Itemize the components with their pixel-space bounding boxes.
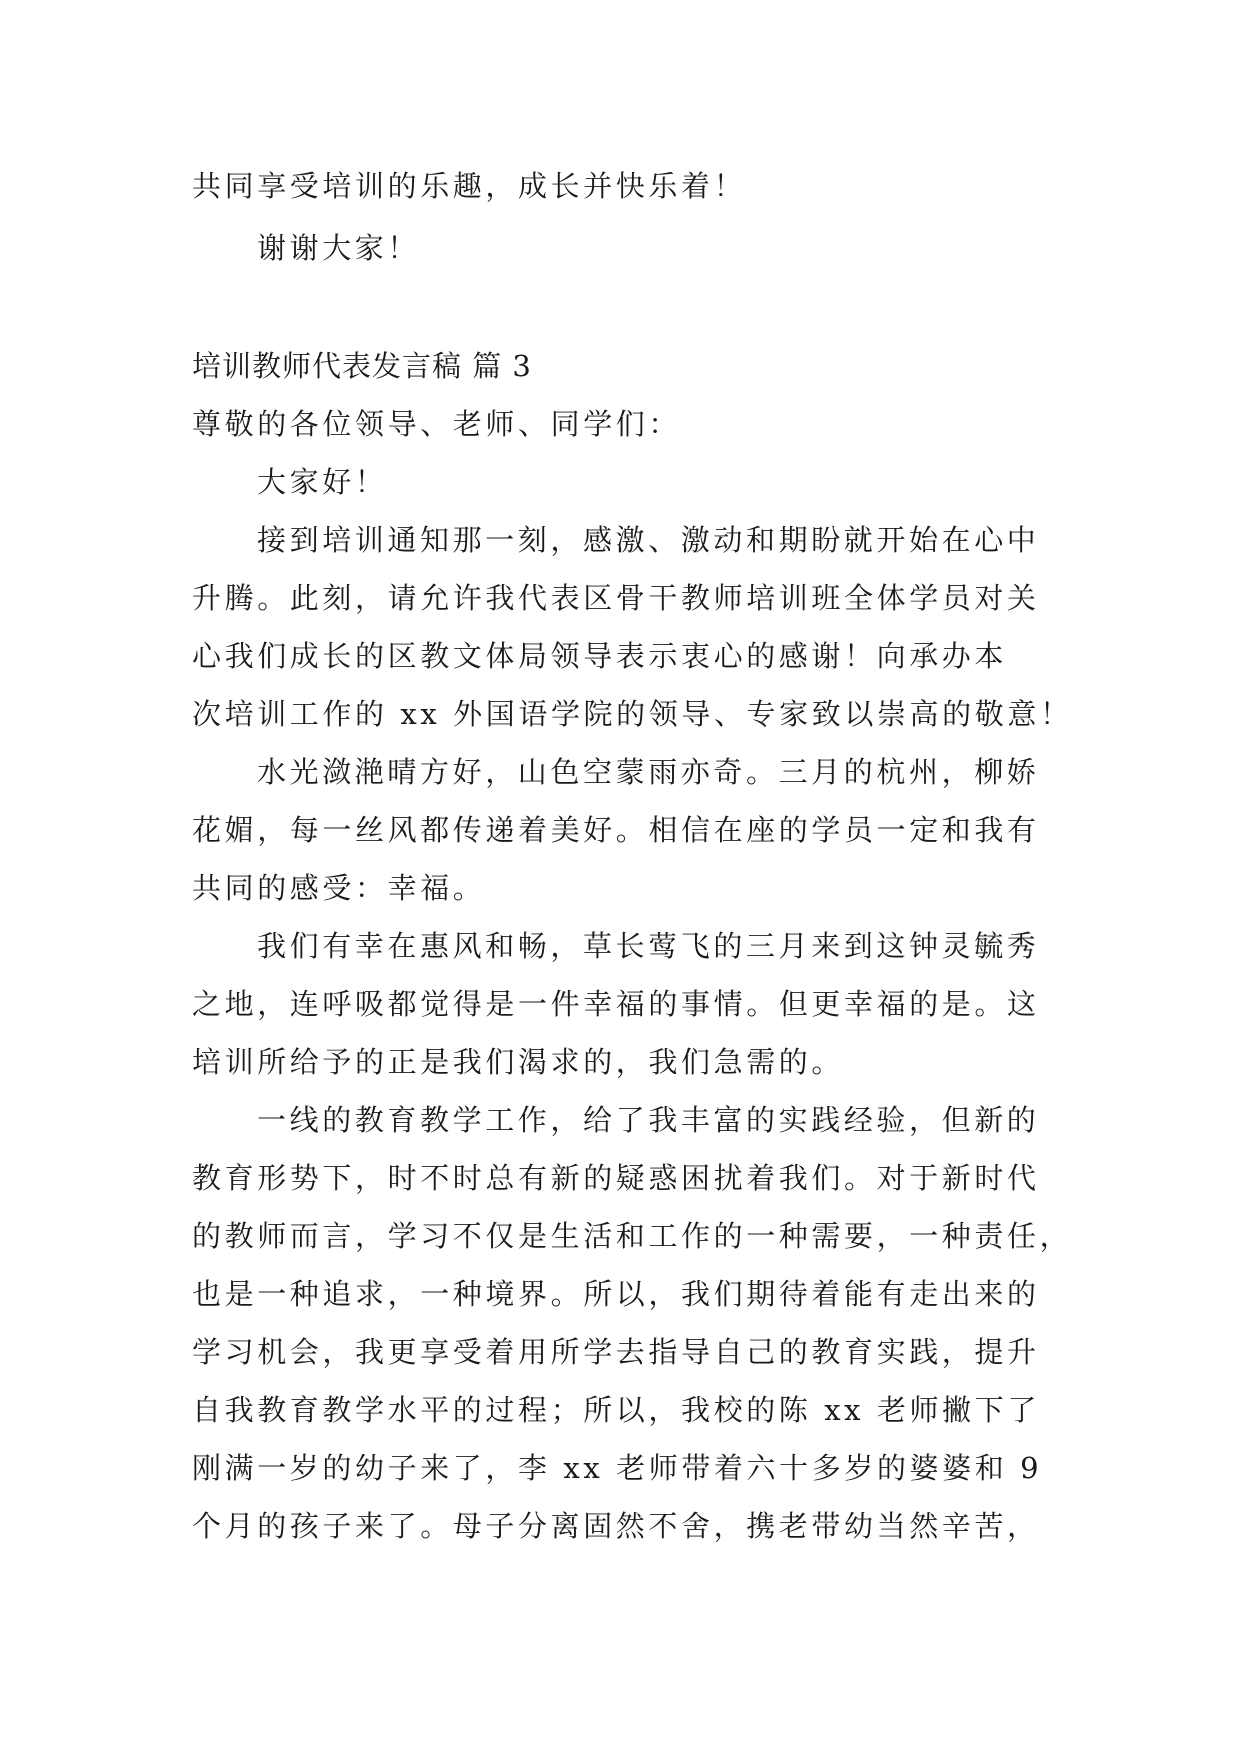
- section-title: 培训教师代表发言稿 篇 3: [192, 349, 532, 383]
- text-line: 接到培训通知那一刻，感激、激动和期盼就开始在心中: [257, 523, 1040, 557]
- text-line: 升腾。此刻，请允许我代表区骨干教师培训班全体学员对关: [192, 581, 1040, 615]
- text-line: 之地，连呼吸都觉得是一件幸福的事情。但更幸福的是。这: [192, 987, 1040, 1021]
- text-line: 培训所给予的正是我们渴求的，我们急需的。: [192, 1045, 845, 1079]
- text-line: 也是一种追求，一种境界。所以，我们期待着能有走出来的: [192, 1277, 1040, 1311]
- text-line: 学习机会，我更享受着用所学去指导自己的教育实践，提升: [192, 1335, 1040, 1369]
- salutation: 尊敬的各位领导、老师、同学们：: [192, 407, 682, 441]
- greeting: 大家好！: [257, 465, 388, 499]
- text-line: 自我教育教学水平的过程；所以，我校的陈 xx 老师撇下了: [192, 1393, 1040, 1427]
- text-line: 我们有幸在惠风和畅，草长莺飞的三月来到这钟灵毓秀: [257, 929, 1040, 963]
- text-line: 谢谢大家！: [257, 231, 421, 265]
- text-line: 共同的感受：幸福。: [192, 871, 486, 905]
- text-line: 次培训工作的 xx 外国语学院的领导、专家致以崇高的敬意！: [192, 697, 1073, 731]
- text-line: 刚满一岁的幼子来了，李 xx 老师带着六十多岁的婆婆和 9: [192, 1451, 1043, 1485]
- text-line: 一线的教育教学工作，给了我丰富的实践经验，但新的: [257, 1103, 1040, 1137]
- text-line: 教育形势下，时不时总有新的疑惑困扰着我们。对于新时代: [192, 1161, 1040, 1195]
- text-line: 个月的孩子来了。母子分离固然不舍，携老带幼当然辛苦，: [192, 1509, 1040, 1543]
- text-line: 心我们成长的区教文体局领导表示衷心的感谢！向承办本: [192, 639, 1008, 673]
- text-line: 水光潋滟晴方好，山色空蒙雨亦奇。三月的杭州，柳娇: [257, 755, 1040, 789]
- text-line: 共同享受培训的乐趣，成长并快乐着！: [192, 169, 747, 203]
- text-line: 的教师而言，学习不仅是生活和工作的一种需要，一种责任，: [192, 1219, 1073, 1253]
- text-line: 花媚，每一丝风都传递着美好。相信在座的学员一定和我有: [192, 813, 1040, 847]
